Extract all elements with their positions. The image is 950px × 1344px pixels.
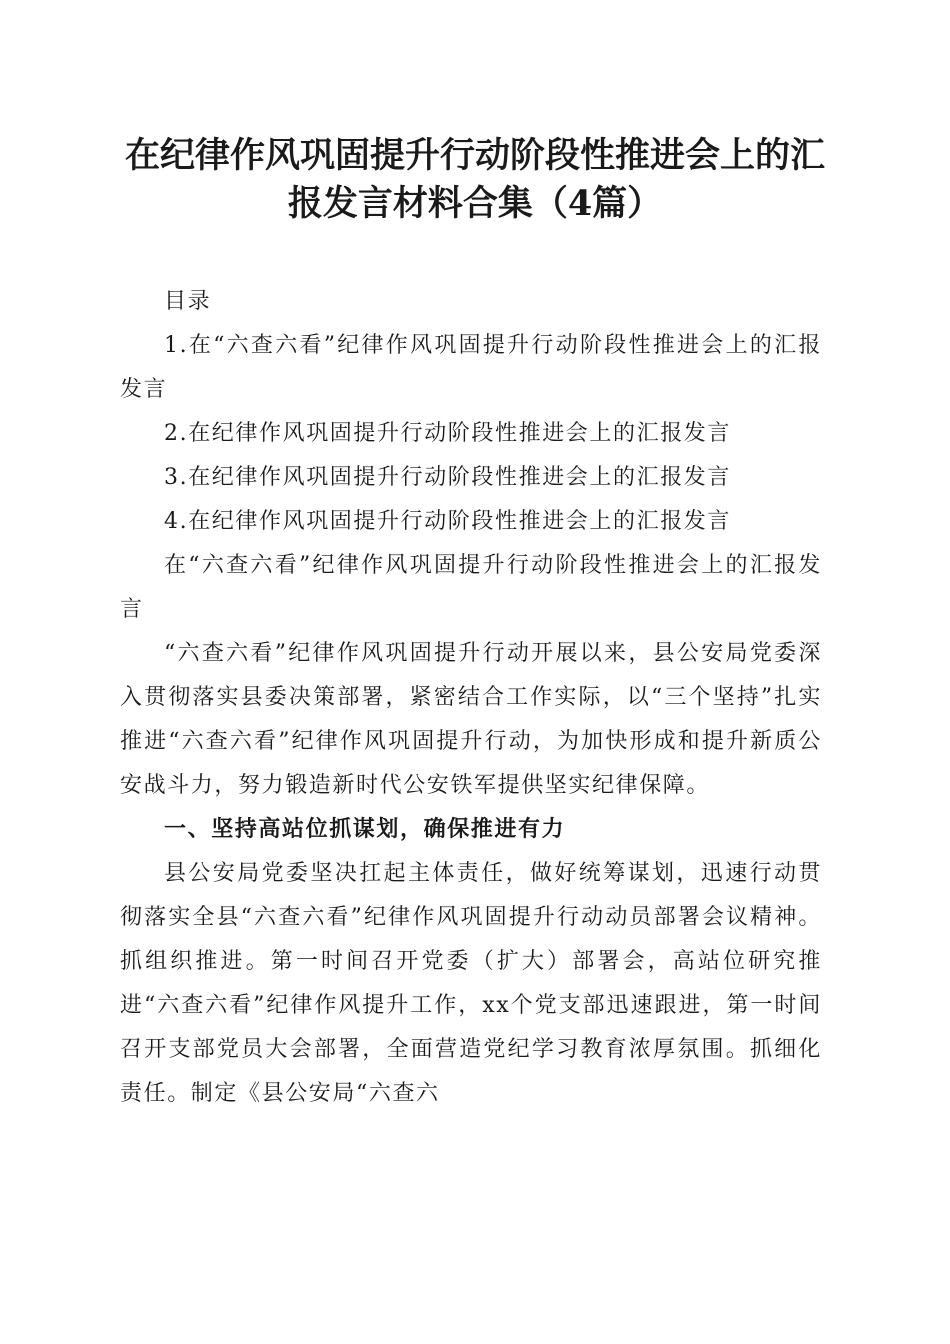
- toc-item-1: 1.在“六查六看”纪律作风巩固提升行动阶段性推进会上的汇报发言: [120, 333, 822, 402]
- toc-heading: 目录: [164, 289, 212, 314]
- toc-item-2: 2.在纪律作风巩固提升行动阶段性推进会上的汇报发言: [164, 421, 731, 446]
- toc-item-3: 3.在纪律作风巩固提升行动阶段性推进会上的汇报发言: [164, 465, 731, 490]
- document-body: [120, 280, 822, 1116]
- title-line-2: 报发言材料合集（4篇）: [287, 183, 663, 224]
- toc-item-4: 4.在纪律作风巩固提升行动阶段性推进会上的汇报发言: [164, 509, 731, 534]
- intro-paragraph: “六查六看”纪律作风巩固提升行动开展以来，县公安局党委深入贯彻落实县委决策部署，紧密结合工作实际，以“三个坚持”扎实推进“六查六看”纪律作风巩固提升行动，为加快形成和提升新质公安战斗力，努力锻造新时代公安铁军提供坚实纪律保障。: [120, 641, 822, 798]
- article-title: 在“六查六看”纪律作风巩固提升行动阶段性推进会上的汇报发言: [120, 553, 822, 622]
- document-title: [100, 132, 850, 228]
- section-1-heading: 一、坚持高站位抓谋划，确保推进有力: [164, 817, 566, 842]
- section-1-paragraph: 县公安局党委坚决扛起主体责任，做好统筹谋划，迅速行动贯彻落实全县“六查六看”纪律作风巩固提升行动动员部署会议精神。抓组织推进。第一时间召开党委（扩大）部署会，高站位研究推进“六查六看”纪律作风提升工作，xx个党支部迅速跟进，第一时间召开支部党员大会部署，全面营造党纪学习教育浓厚氛围。抓细化责任。制定《县公安局“六查六: [120, 861, 822, 1106]
- title-line-1: 在纪律作风巩固提升行动阶段性推进会上的汇: [124, 135, 825, 176]
